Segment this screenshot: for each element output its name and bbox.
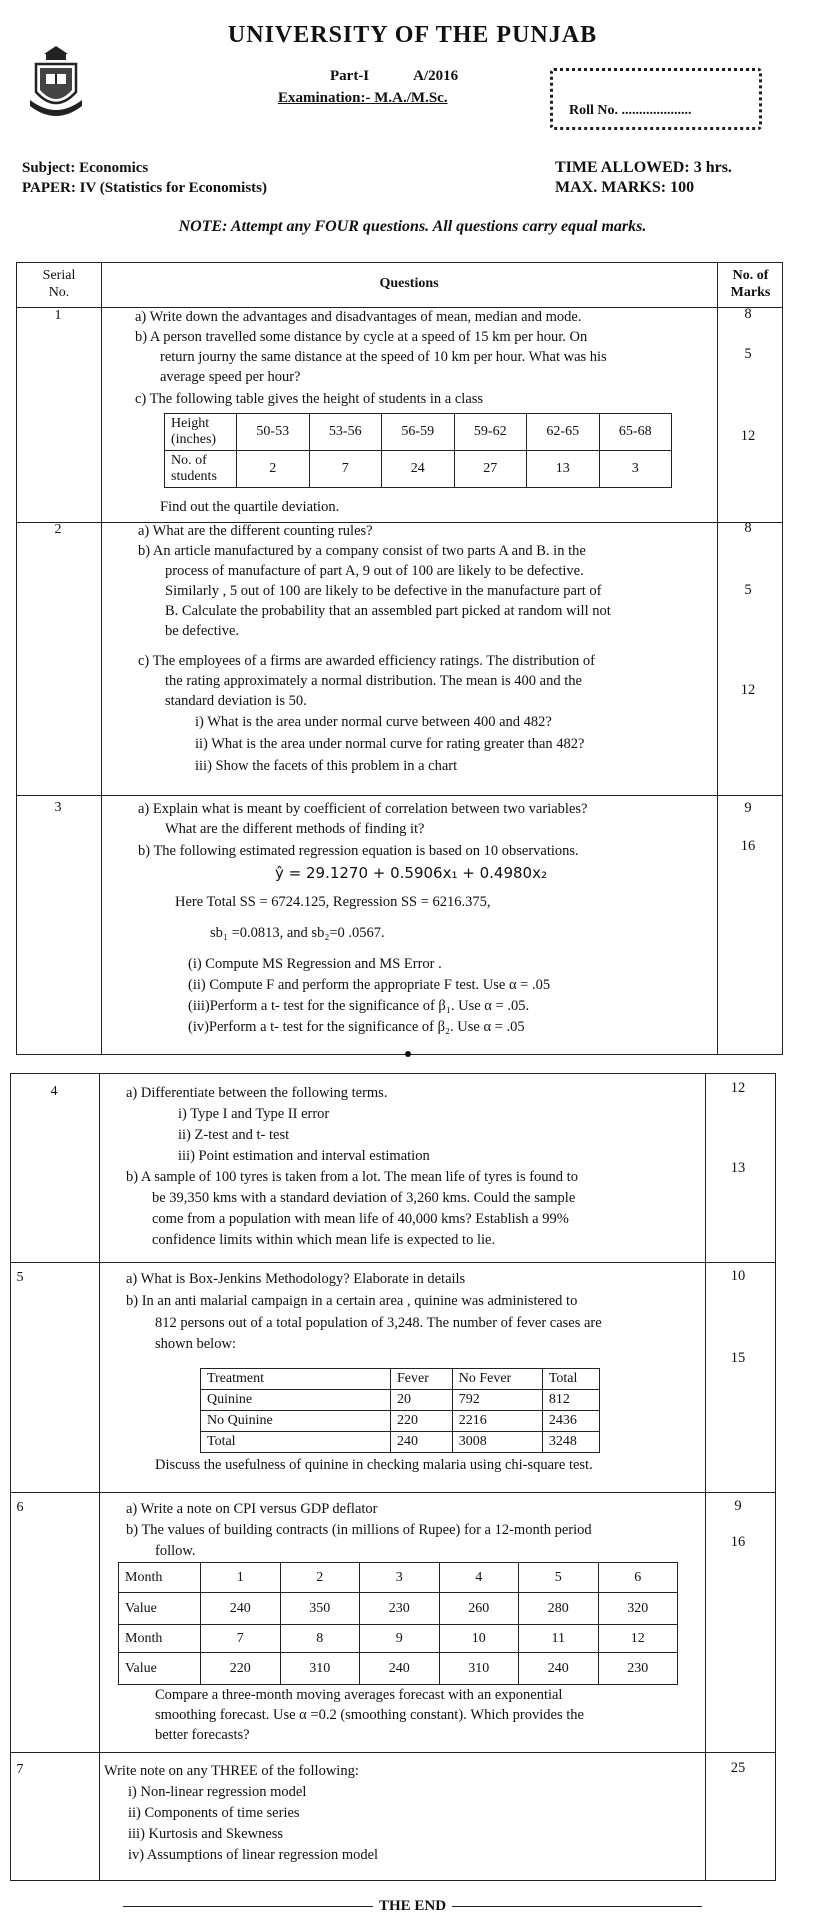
q6-part-c-line1: Compare a three-month moving averages forecast with an exponential [155, 1687, 563, 1703]
q1-part-a: a) Write down the advantages and disadvantages of mean, median and mode. [135, 309, 582, 325]
month-cell: 1 [201, 1563, 281, 1593]
q3-part-b-ii: (ii) Compute F and perform the appropriate F test. Use α = .05 [188, 977, 551, 993]
q4-mark-b: 13 [730, 1160, 746, 1176]
table-cell: Total [201, 1432, 391, 1453]
count-cell: 7 [309, 451, 382, 488]
university-title: UNIVERSITY OF THE PUNJAB [227, 22, 598, 48]
value-cell: 220 [201, 1653, 281, 1685]
questions-header: Questions [379, 276, 439, 291]
count-cell: 24 [382, 451, 455, 488]
q6-part-c-line2: smoothing forecast. Use α =0.2 (smoothing constant). Which provides the [155, 1707, 584, 1723]
q2-part-b-line5: be defective. [165, 623, 240, 639]
table-row [165, 414, 672, 451]
max-marks: MAX. MARKS: 100 [555, 179, 695, 196]
count-cell: 3 [599, 451, 672, 488]
subject-block [22, 158, 267, 198]
students-label: students [171, 469, 217, 484]
q2-part-b-line4: B. Calculate the probability that an assembled part picked at random will not [165, 603, 611, 619]
table-header-cell: No Fever [452, 1369, 542, 1390]
part-session [330, 68, 458, 85]
value-cell: 230 [360, 1593, 440, 1625]
table-row [119, 1593, 678, 1625]
q1-mark-c: 12 [740, 428, 756, 444]
inches-label: (inches) [171, 432, 217, 447]
month-cell: 12 [598, 1625, 678, 1653]
q5-mark-a: 10 [730, 1268, 746, 1284]
the-end-footer [0, 1898, 825, 1915]
q6-mark-b: 16 [730, 1534, 746, 1550]
q1-mark-a: 8 [744, 306, 752, 322]
table-cell: No Quinine [201, 1411, 391, 1432]
instructions-note: NOTE: Attempt any FOUR questions. All questions carry equal marks. [178, 218, 647, 235]
q4-serial: 4 [50, 1084, 58, 1099]
month-cell: 9 [360, 1625, 440, 1653]
table-cell: 812 [542, 1390, 599, 1411]
value-cell: 230 [598, 1653, 678, 1685]
value-label-cell: Value [119, 1653, 201, 1685]
range-cell: 62-65 [527, 414, 600, 451]
q4-part-a: a) Differentiate between the following terms. [126, 1085, 388, 1101]
q2-mark-a: 8 [744, 520, 752, 536]
value-cell: 260 [439, 1593, 519, 1625]
table-row [119, 1563, 678, 1593]
q7-item-i: i) Non-linear regression model [128, 1784, 307, 1800]
q3-part-b: b) The following estimated regression equation is based on 10 observations. [138, 843, 579, 859]
the-end-label: THE END [378, 1898, 447, 1914]
university-crest-icon [26, 44, 86, 120]
q7-intro: Write note on any THREE of the following: [104, 1763, 359, 1779]
q4-mark-a: 12 [730, 1080, 746, 1096]
table-row [201, 1432, 600, 1453]
q2-part-a: a) What are the different counting rules? [138, 523, 373, 539]
students-label-cell [165, 451, 237, 488]
month-cell: 7 [201, 1625, 281, 1653]
q2-part-b-line3: Similarly , 5 out of 100 are likely to be defective in the manufacture part of [165, 583, 602, 599]
time-allowed: TIME ALLOWED: 3 hrs. [555, 159, 732, 176]
table-row [201, 1390, 600, 1411]
value-cell: 240 [201, 1593, 281, 1625]
q1-mark-b: 5 [744, 346, 752, 362]
q2-part-c-iii: iii) Show the facets of this problem in a chart [195, 758, 458, 774]
table-cell: 2216 [452, 1411, 542, 1432]
q2-part-c-line3: standard deviation is 50. [165, 693, 307, 709]
serial-header-line-2: No. [48, 285, 70, 300]
month-cell: 5 [519, 1563, 599, 1593]
month-cell: 3 [360, 1563, 440, 1593]
q3-mark-a: 9 [744, 800, 752, 816]
q6-serial: 6 [16, 1500, 24, 1515]
q1-part-b-line3: average speed per hour? [160, 369, 301, 385]
q4-part-a-ii: ii) Z-test and t- test [178, 1127, 290, 1143]
q5-part-b-line2: 812 persons out of a total population of 3,248. The number of fever cases are [155, 1315, 602, 1331]
value-cell: 320 [598, 1593, 678, 1625]
q2-part-c-line2: the rating approximately a normal distribution. The mean is 400 and the [165, 673, 582, 689]
range-cell: 53-56 [309, 414, 382, 451]
q5-serial: 5 [16, 1270, 24, 1285]
value-cell: 240 [360, 1653, 440, 1685]
q7-serial: 7 [16, 1762, 24, 1777]
q5-mark-b: 15 [730, 1350, 746, 1366]
q3-part-a-line1: a) Explain what is meant by coefficient of correlation between two variables? [138, 801, 588, 817]
q1-part-c: c) The following table gives the height of students in a class [135, 391, 484, 407]
q1-find-text: Find out the quartile deviation. [160, 499, 340, 515]
range-cell: 56-59 [382, 414, 455, 451]
month-cell: 4 [439, 1563, 519, 1593]
value-cell: 280 [519, 1593, 599, 1625]
session-label: A/2016 [413, 68, 459, 84]
building-contracts-table [118, 1562, 678, 1685]
table-cell: 2436 [542, 1411, 599, 1432]
roll-number-box[interactable] [550, 68, 762, 130]
table-cell: 792 [452, 1390, 542, 1411]
table-header-cell: Total [542, 1369, 599, 1390]
serial-header-line-1: Serial [42, 268, 76, 283]
q6-part-b-line2: follow. [155, 1543, 196, 1559]
table-cell: 240 [391, 1432, 453, 1453]
page-break-dot [405, 1051, 411, 1057]
marks-header [717, 267, 784, 301]
time-marks-block [555, 158, 732, 198]
height-label: Height [171, 416, 210, 431]
q4-part-b-line4: confidence limits within which mean life is expected to lie. [152, 1232, 496, 1248]
q4-part-a-iii: iii) Point estimation and interval estimation [178, 1148, 430, 1164]
q1-part-b-line1: b) A person travelled some distance by cycle at a speed of 15 km per hour. On [135, 329, 588, 345]
q2-part-c-line1: c) The employees of a firms are awarded efficiency ratings. The distribution of [138, 653, 595, 669]
part-label: Part-I [330, 68, 370, 84]
table-cell: 220 [391, 1411, 453, 1432]
q4-part-b-line2: be 39,350 kms with a standard deviation of 3,260 kms. Could the sample [152, 1190, 576, 1206]
height-label-cell [165, 414, 237, 451]
height-frequency-table [164, 413, 672, 488]
table-row [201, 1369, 600, 1390]
q5-discuss-text: Discuss the usefulness of quinine in checking malaria using chi-square test. [155, 1457, 593, 1473]
q3-mark-b: 16 [740, 838, 756, 854]
q4-part-a-i: i) Type I and Type II error [178, 1106, 330, 1122]
footer-rule-left [123, 1906, 373, 1907]
count-cell: 27 [454, 451, 527, 488]
q2-part-b-line2: process of manufacture of part A, 9 out of 100 are likely to be defective. [165, 563, 584, 579]
table-header-cell: Fever [391, 1369, 453, 1390]
table-row [119, 1653, 678, 1685]
table-row [119, 1625, 678, 1653]
month-label-cell: Month [119, 1563, 201, 1593]
table-cell: 20 [391, 1390, 453, 1411]
q1-serial: 1 [54, 308, 62, 323]
month-cell: 10 [439, 1625, 519, 1653]
q3-serial: 3 [54, 800, 62, 815]
q2-mark-b: 5 [744, 582, 752, 598]
quinine-contingency-table [200, 1368, 600, 1453]
table-header-cell: Treatment [201, 1369, 391, 1390]
serial-header [17, 267, 101, 301]
count-cell: 2 [237, 451, 310, 488]
q2-mark-c: 12 [740, 682, 756, 698]
q2-part-c-i: i) What is the area under normal curve between 400 and 482? [195, 714, 552, 730]
q7-item-ii: ii) Components of time series [128, 1805, 300, 1821]
q3-sb-values: sb₁ =0.0813, and sb₂=0 .0567. [210, 925, 385, 941]
value-cell: 310 [439, 1653, 519, 1685]
q2-serial: 2 [54, 522, 62, 537]
q3-part-a-line2: What are the different methods of finding it? [165, 821, 425, 837]
q5-part-a: a) What is Box-Jenkins Methodology? Elaborate in details [126, 1271, 466, 1287]
q2-part-b-line1: b) An article manufactured by a company consist of two parts A and B. in the [138, 543, 586, 559]
examination-label: Examination:- M.A./M.Sc. [278, 90, 448, 106]
marks-header-line-1: No. of [732, 268, 769, 283]
marks-header-line-2: Marks [730, 285, 771, 300]
q7-mark: 25 [730, 1760, 746, 1776]
q2-part-c-ii: ii) What is the area under normal curve for rating greater than 482? [195, 736, 585, 752]
q7-item-iii: iii) Kurtosis and Skewness [128, 1826, 284, 1842]
roll-number-label: Roll No. .................... [569, 103, 692, 118]
q7-item-iv: iv) Assumptions of linear regression model [128, 1847, 379, 1863]
count-cell: 13 [527, 451, 600, 488]
footer-rule-right [452, 1906, 702, 1907]
q4-part-b-line3: come from a population with mean life of 40,000 kms? Establish a 99% [152, 1211, 569, 1227]
q3-part-b-i: (i) Compute MS Regression and MS Error . [188, 956, 442, 972]
month-cell: 11 [519, 1625, 599, 1653]
q3-part-b-iii: (iii)Perform a t- test for the significance of β₁. Use α = .05. [188, 998, 530, 1014]
value-cell: 350 [280, 1593, 360, 1625]
table-row [165, 451, 672, 488]
range-cell: 65-68 [599, 414, 672, 451]
value-cell: 310 [280, 1653, 360, 1685]
q6-part-b-line1: b) The values of building contracts (in millions of Rupee) for a 12-month period [126, 1522, 592, 1538]
month-cell: 8 [280, 1625, 360, 1653]
table-cell: Quinine [201, 1390, 391, 1411]
q1-part-b-line2: return journy the same distance at the speed of 10 km per hour. What was his [160, 349, 607, 365]
table-row [201, 1411, 600, 1432]
subject-label: Subject: Economics [22, 160, 149, 176]
paper-label: PAPER: IV (Statistics for Economists) [22, 180, 267, 196]
month-label-cell: Month [119, 1625, 201, 1653]
q3-part-b-iv: (iv)Perform a t- test for the significance of β₂. Use α = .05 [188, 1019, 525, 1035]
range-cell: 59-62 [454, 414, 527, 451]
q6-mark-a: 9 [734, 1498, 742, 1514]
q5-part-b-line3: shown below: [155, 1336, 236, 1352]
q6-part-a: a) Write a note on CPI versus GDP deflator [126, 1501, 378, 1517]
q4-part-b-line1: b) A sample of 100 tyres is taken from a lot. The mean life of tyres is found to [126, 1169, 578, 1185]
range-cell: 50-53 [237, 414, 310, 451]
month-cell: 2 [280, 1563, 360, 1593]
table-cell: 3008 [452, 1432, 542, 1453]
q6-part-c-line3: better forecasts? [155, 1727, 250, 1743]
no-of-label: No. of [171, 453, 207, 468]
regression-equation: ŷ = 29.1270 + 0.5906x₁ + 0.4980x₂ [275, 864, 547, 882]
month-cell: 6 [598, 1563, 678, 1593]
table-cell: 3248 [542, 1432, 599, 1453]
q5-part-b-line1: b) In an anti malarial campaign in a certain area , quinine was administered to [126, 1293, 578, 1309]
q3-ss-values: Here Total SS = 6724.125, Regression SS = 6216.375, [175, 894, 491, 910]
value-cell: 240 [519, 1653, 599, 1685]
value-label-cell: Value [119, 1593, 201, 1625]
